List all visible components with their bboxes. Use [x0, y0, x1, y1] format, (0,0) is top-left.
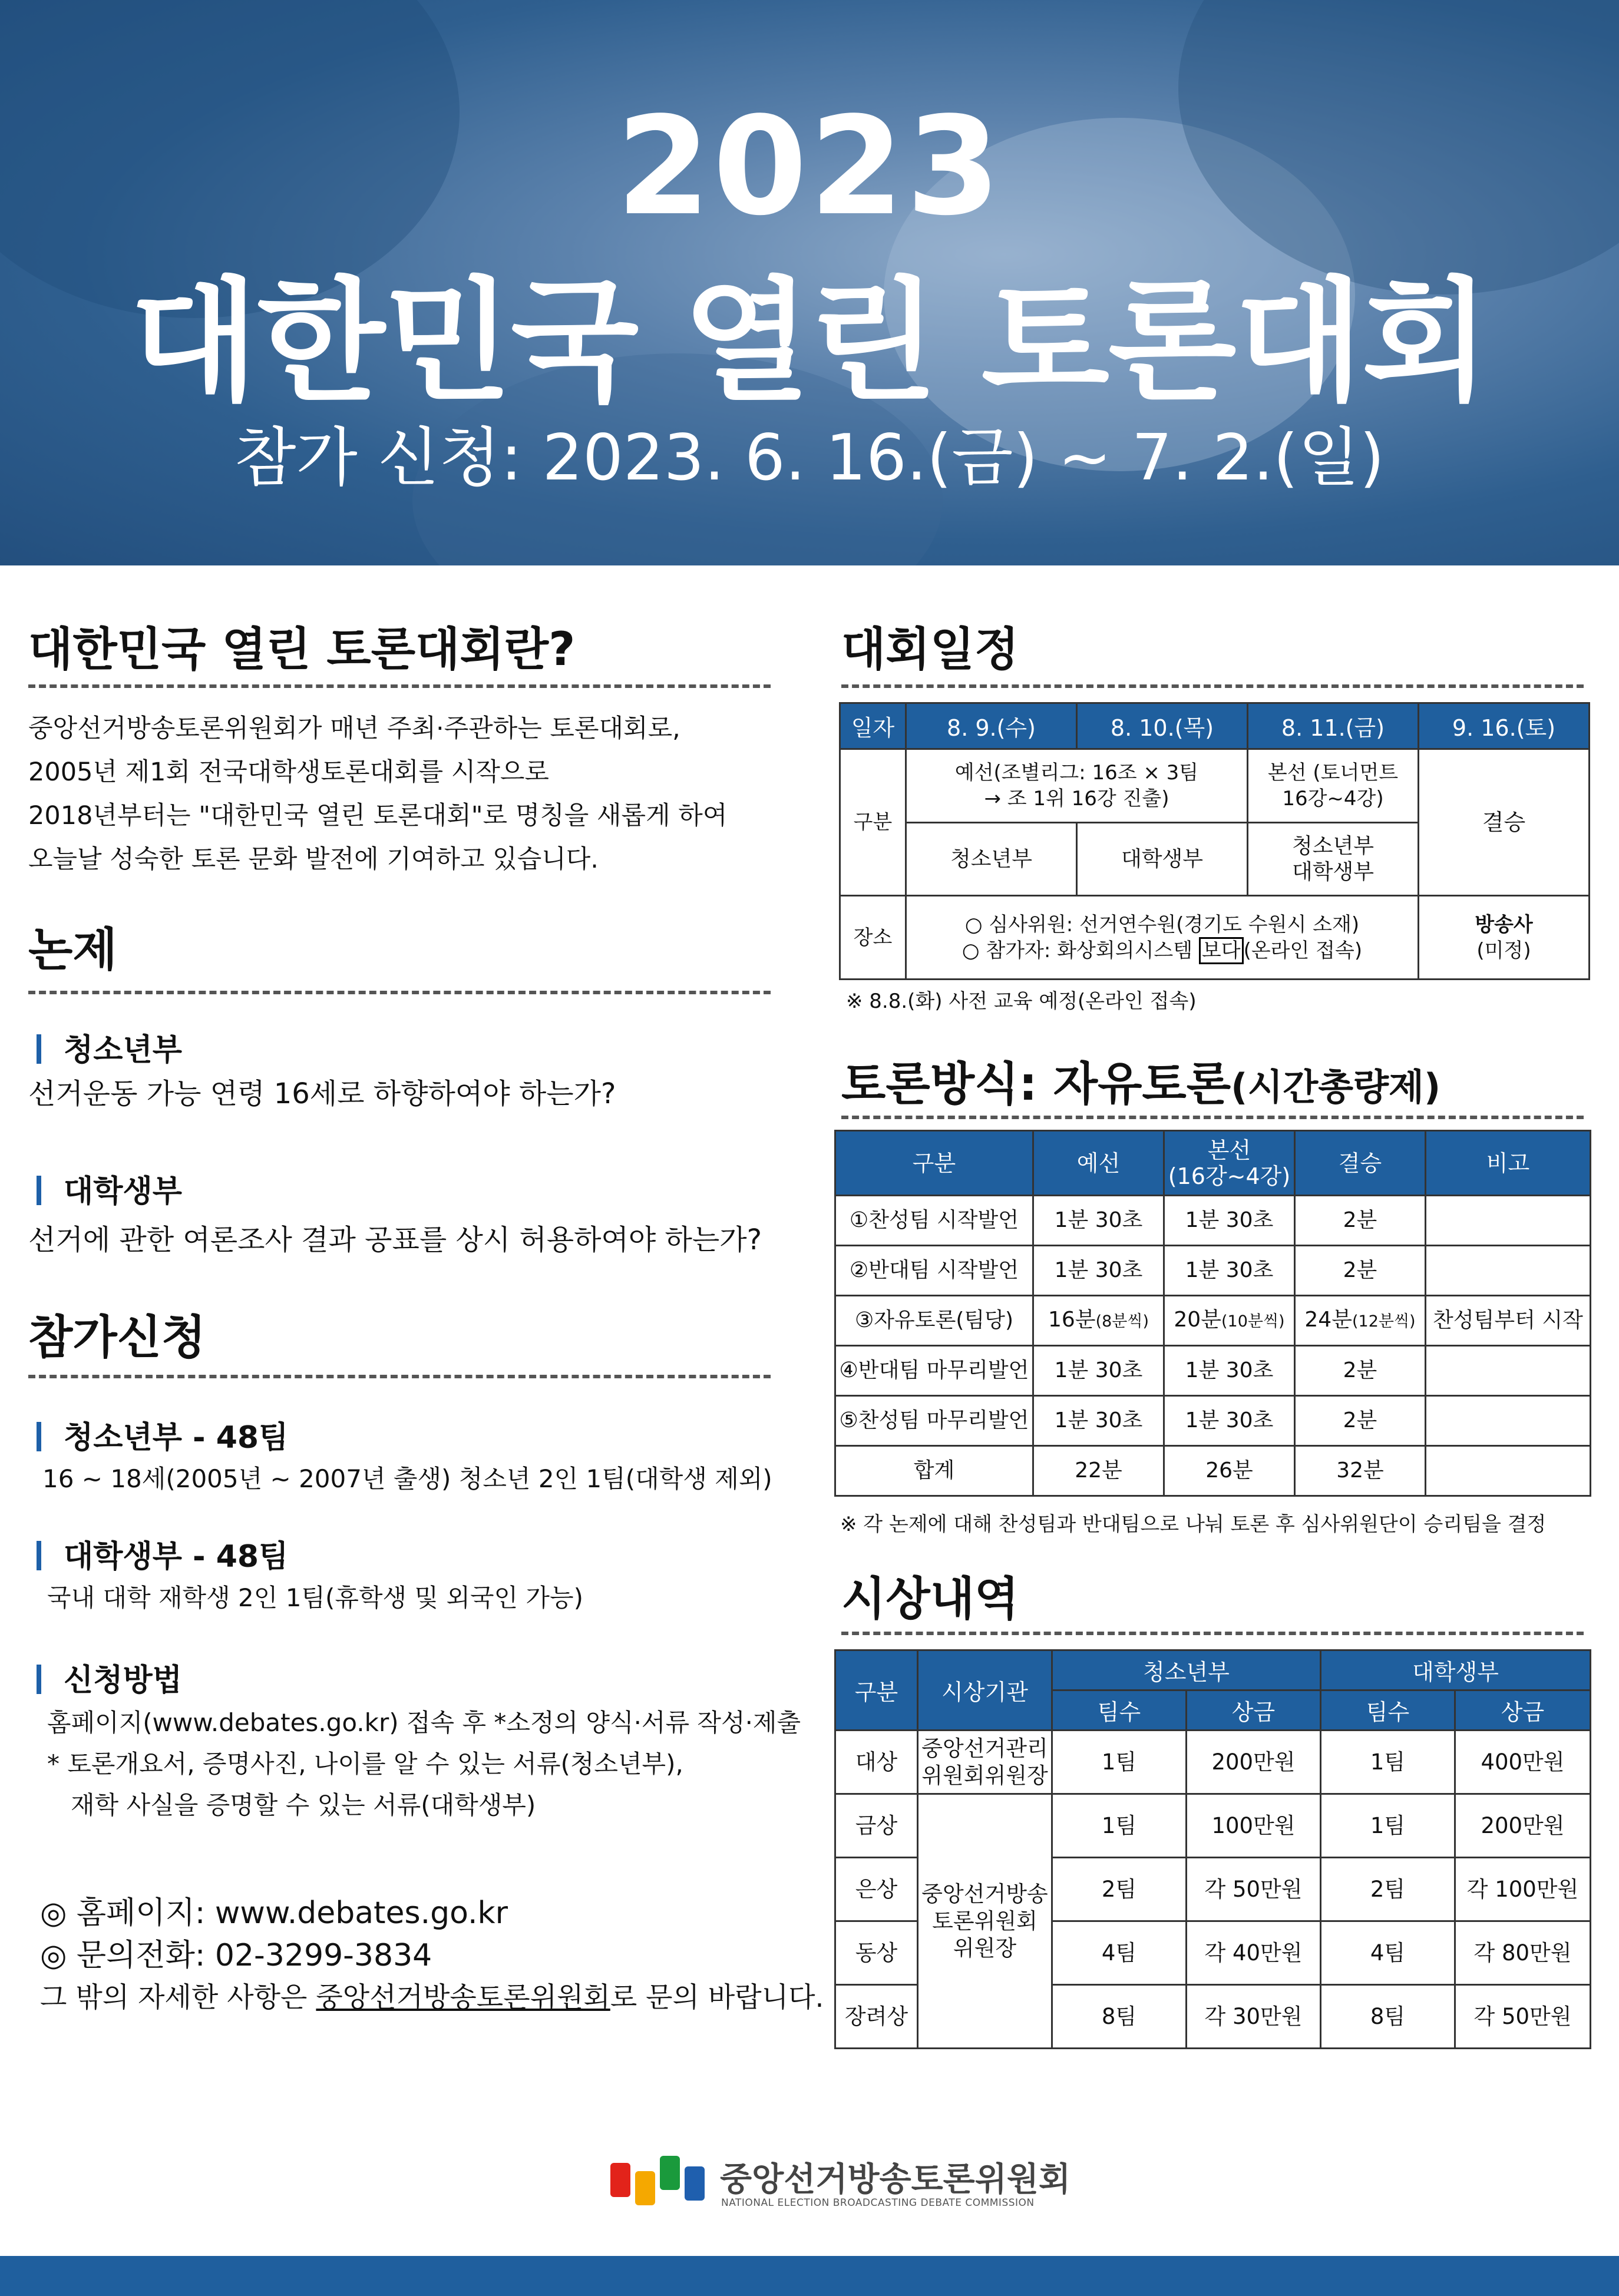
schedule-header-date: 일자: [840, 703, 906, 749]
about-line: 중앙선거방송토론위원회가 매년 주최·주관하는 토론대회로,: [28, 714, 680, 743]
about-line: 2018년부터는 "대한민국 열린 토론대회"로 명칭을 새롭게 하여: [28, 801, 728, 831]
table-row: 장려상 8팀 각 30만원 8팀 각 50만원: [835, 1985, 1591, 2049]
table-row: 은상 2팀 각 50만원 2팀 각 100만원: [835, 1858, 1591, 1921]
schedule-row-venue: 장소: [840, 896, 906, 980]
schedule-youth: 청소년부: [906, 823, 1077, 896]
schedule-college: 대학생부: [1077, 823, 1248, 896]
apply-college-label: 대학생부 - 48팀: [37, 1531, 288, 1576]
awards-heading: 시상내역: [841, 1573, 1019, 1626]
schedule-date: 8. 11.(금): [1248, 703, 1419, 749]
awards-org-grand: 중앙선거관리 위원회위원장: [918, 1731, 1052, 1794]
awards-header: 상금: [1187, 1690, 1321, 1731]
footer-bar: [0, 2256, 1619, 2296]
commission-logo: [608, 2142, 1071, 2224]
schedule-venue: ○ 심사위원: 선거연수원(경기도 수원시 소재) ○ 참가자: 화상회의시스템 보다 (온라인 접속): [906, 896, 1419, 980]
awards-header: 청소년부: [1052, 1650, 1321, 1690]
divider: [28, 684, 771, 688]
hero-title: 대한민국 열린 토론대회: [130, 265, 1489, 419]
awards-header: 팀수: [1052, 1690, 1187, 1731]
schedule-note: ※ 8.8.(화) 사전 교육 예정(온라인 접속): [846, 990, 1197, 1013]
topics-youth-label: 청소년부: [37, 1025, 182, 1069]
format-header: 비고: [1426, 1131, 1591, 1196]
format-header: 예선: [1033, 1131, 1164, 1196]
table-row: ④반대팀 마무리발언 1분 30초 1분 30초 2분: [835, 1346, 1591, 1396]
awards-header: 대학생부: [1321, 1650, 1591, 1690]
commission-name: 중앙선거방송토론위원회: [720, 2161, 1071, 2199]
schedule-final: 결승: [1419, 749, 1590, 896]
divider: [841, 684, 1584, 688]
divider: [841, 1116, 1584, 1119]
awards-header: 구분: [835, 1650, 918, 1731]
awards-header: 시상기관: [918, 1650, 1052, 1731]
divider: [841, 1632, 1584, 1635]
format-header: 결승: [1295, 1131, 1426, 1196]
org-link: 중앙선거방송토론위원회: [316, 1981, 610, 2014]
schedule-venue-final: 방송사 (미정): [1419, 896, 1590, 980]
contact-homepage: ◎ 홈페이지: www.debates.go.kr: [40, 1895, 508, 1931]
divider: [28, 991, 771, 994]
table-row: ③자유토론(팀당) 16분(8분씩) 20분(10분씩) 24분(12분씩) 찬성팀부터 시작: [835, 1296, 1591, 1346]
table-row: 동상 4팀 각 40만원 4팀 각 80만원: [835, 1921, 1591, 1985]
apply-youth-label: 청소년부 - 48팀: [37, 1412, 288, 1457]
schedule-row-division: 구분: [840, 749, 906, 896]
table-row: 합계 22분 26분 32분: [835, 1446, 1591, 1496]
contact-phone: ◎ 문의전화: 02-3299-3834: [40, 1938, 432, 1973]
about-line: 2005년 제1회 전국대학생토론대회를 시작으로: [28, 757, 549, 787]
awards-header: 상금: [1455, 1690, 1591, 1731]
table-row: ⑤찬성팀 마무리발언 1분 30초 1분 30초 2분: [835, 1396, 1591, 1446]
apply-college-desc: 국내 대학 재학생 2인 1팀(휴학생 및 외국인 가능): [47, 1583, 583, 1612]
format-header: 본선 (16강~4강): [1164, 1131, 1295, 1196]
awards-header: 팀수: [1321, 1690, 1455, 1731]
format-heading: 토론방식: 자유토론(시간총량제): [841, 1058, 1441, 1111]
format-header: 구분: [835, 1131, 1033, 1196]
schedule-main: 본선 (토너먼트 16강~4강): [1248, 749, 1419, 823]
table-row: 대상 중앙선거관리 위원회위원장 1팀 200만원 1팀 400만원: [835, 1731, 1591, 1794]
about-heading: 대한민국 열린 토론대회란?: [28, 623, 576, 676]
hero-year: 2023: [616, 88, 1003, 246]
about-line: 오늘날 성숙한 토론 문화 발전에 기여하고 있습니다.: [28, 845, 599, 874]
topics-college-topic: 선거에 관한 여론조사 결과 공표를 상시 허용하여야 하는가?: [28, 1223, 762, 1256]
schedule-table: [839, 702, 1590, 980]
table-row: 금상 중앙선거방송 토론위원회 위원장 1팀 100만원 1팀 200만원: [835, 1794, 1591, 1858]
schedule-prelim: 예선(조별리그: 16조 × 3팀 → 조 1위 16강 진출): [906, 749, 1248, 823]
application-period: 참가 신청: 2023. 6. 16.(금) ~ 7. 2.(일): [234, 421, 1385, 495]
apply-heading: 참가신청: [28, 1311, 206, 1364]
awards-org-other: 중앙선거방송 토론위원회 위원장: [918, 1794, 1052, 2049]
commission-logo-icon: [608, 2150, 708, 2215]
schedule-date: 8. 10.(목): [1077, 703, 1248, 749]
apply-method-label: 신청방법: [37, 1655, 182, 1699]
schedule-date: 9. 16.(토): [1419, 703, 1590, 749]
topics-college-label: 대학생부: [37, 1166, 182, 1210]
table-row: ①찬성팀 시작발언 1분 30초 1분 30초 2분: [835, 1196, 1591, 1246]
commission-name-en: NATIONAL ELECTION BROADCASTING DEBATE COMMISSION: [721, 2197, 1035, 2209]
topics-heading: 논제: [28, 924, 117, 977]
hero-banner: [0, 0, 1619, 565]
awards-table: [834, 1649, 1591, 2049]
topics-youth-topic: 선거운동 가능 연령 16세로 하향하여야 하는가?: [28, 1077, 616, 1110]
apply-method-line: 재학 사실을 증명할 수 있는 서류(대학생부): [47, 1791, 536, 1819]
divider: [28, 1375, 771, 1378]
schedule-date: 8. 9.(수): [906, 703, 1077, 749]
apply-method-line: 홈페이지(www.debates.go.kr) 접속 후 *소정의 양식·서류 작성·제출: [47, 1708, 801, 1737]
schedule-heading: 대회일정: [841, 623, 1019, 676]
apply-method-line: * 토론개요서, 증명사진, 나이를 알 수 있는 서류(청소년부),: [47, 1749, 683, 1778]
schedule-main-groups: 청소년부 대학생부: [1248, 823, 1419, 896]
contact-more: 그 밖의 자세한 사항은 중앙선거방송토론위원회로 문의 바랍니다.: [40, 1981, 824, 2014]
format-note: ※ 각 논제에 대해 찬성팀과 반대팀으로 나눠 토론 후 심사위원단이 승리팀을 결정: [840, 1513, 1547, 1536]
format-table: [834, 1130, 1591, 1497]
apply-youth-desc: 16 ~ 18세(2005년 ~ 2007년 출생) 청소년 2인 1팀(대학생 제외): [42, 1464, 772, 1493]
table-row: ②반대팀 시작발언 1분 30초 1분 30초 2분: [835, 1246, 1591, 1296]
